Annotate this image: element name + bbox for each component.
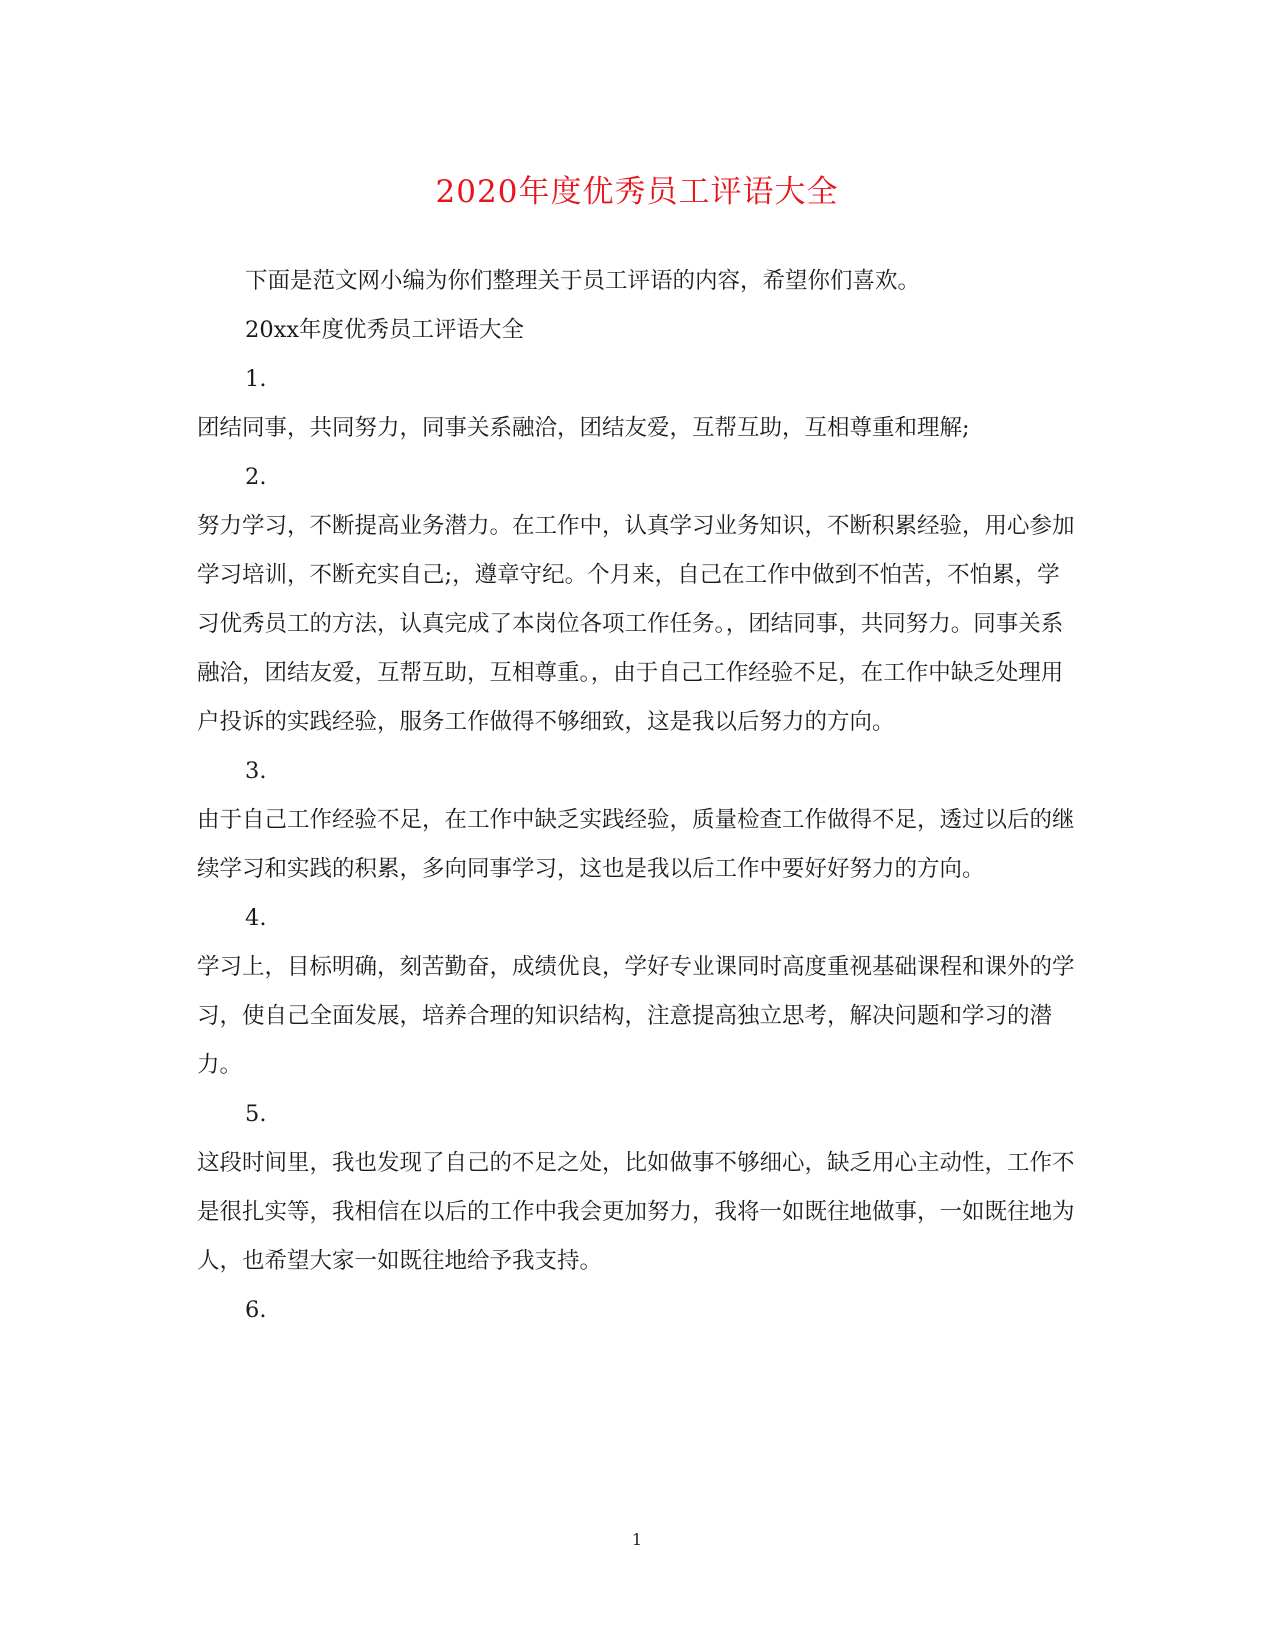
item-text-2: 努力学习，不断提高业务潜力。在工作中，认真学习业务知识，不断积累经验，用心参加学习培训，不断充实自己;，遵章守纪。个月来，自己在工作中做到不怕苦，不怕累，学习优秀员工的方法，认真完成了本岗位各项工作任务。，团结同事，共同努力。同事关系融洽，团结友爱，互帮互助，互相尊重。，由于自己工作经验不足，在工作中缺乏处理用户投诉的实践经验，服务工作做得不够细致，这是我以后努力的方向。: [197, 513, 1075, 735]
item-text-5: 这段时间里，我也发现了自己的不足之处，比如做事不够细心，缺乏用心主动性，工作不是很扎实等，我相信在以后的工作中我会更加努力，我将一如既往地做事，一如既往地为人，也希望大家一如既往地给予我支持。: [197, 1150, 1075, 1274]
subtitle-paragraph: 20xx年度优秀员工评语大全: [245, 317, 525, 343]
item-text-3: 由于自己工作经验不足，在工作中缺乏实践经验，质量检查工作做得不足，透过以后的继续学习和实践的积累，多向同事学习，这也是我以后工作中要好好努力的方向。: [197, 807, 1075, 882]
item-number-2: 2.: [245, 464, 267, 490]
item-text-1: 团结同事，共同努力，同事关系融洽，团结友爱，互帮互助，互相尊重和理解;: [197, 415, 970, 441]
page-number: 1: [631, 1530, 643, 1549]
document-title: 2020年度优秀员工评语大全: [435, 174, 839, 210]
item-text-4: 学习上，目标明确，刻苦勤奋，成绩优良，学好专业课同时高度重视基础课程和课外的学习，使自己全面发展，培养合理的知识结构，注意提高独立思考，解决问题和学习的潜力。: [197, 954, 1075, 1078]
item-number-1: 1.: [245, 366, 267, 392]
item-number-3: 3.: [245, 758, 267, 784]
document-body: [197, 257, 1077, 1335]
item-number-5: 5.: [245, 1101, 267, 1127]
intro-paragraph: 下面是范文网小编为你们整理关于员工评语的内容，希望你们喜欢。: [245, 268, 921, 294]
item-number-4: 4.: [245, 905, 267, 931]
item-number-6: 6.: [245, 1297, 267, 1323]
